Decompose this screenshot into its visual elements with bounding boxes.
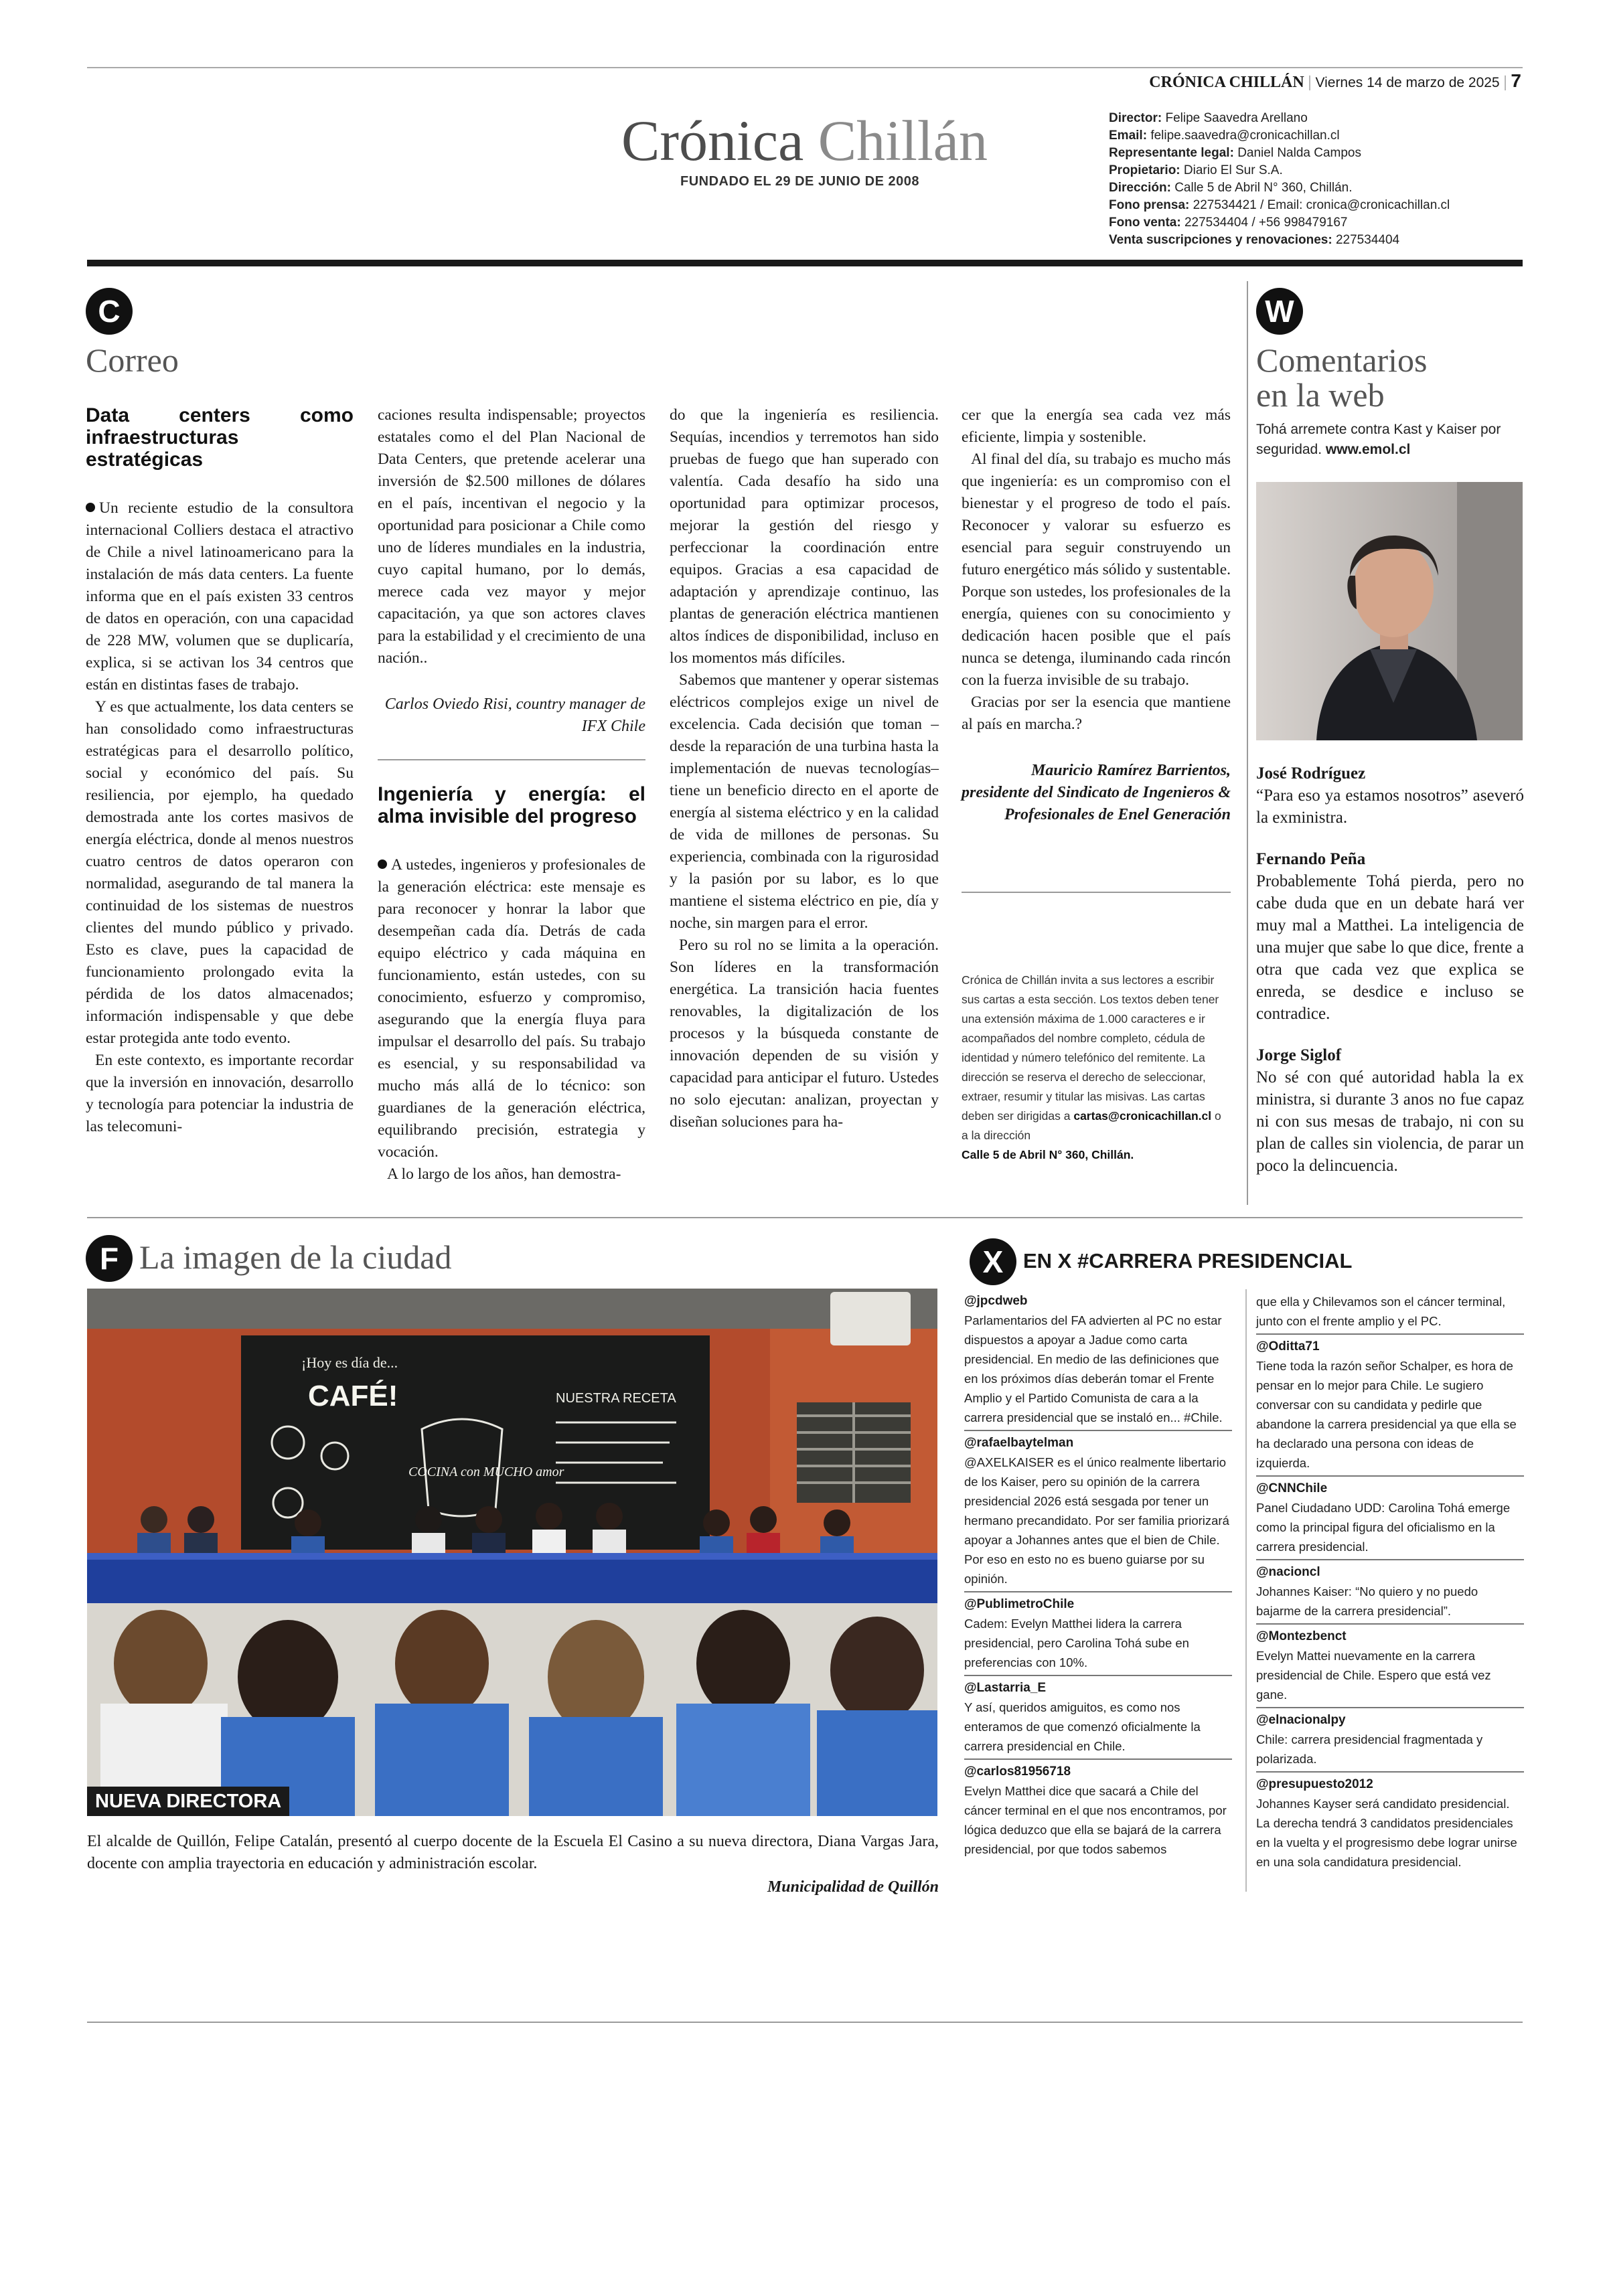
staff-line: Fono venta: 227534404 / +56 998479167 <box>1109 216 1348 230</box>
running-header: CRÓNICA CHILLÁN | Viernes 14 de marzo de 2025 | 7 <box>1149 70 1521 91</box>
letter2-para: Al final del día, su trabajo es mucho más que ingeniería: es un compromiso con el bienestar y el progreso de todo el país. Reconocer y valorar su esfuerzo es esencial para seguir construyendo un futuro energético más sólido y sustentable. Porque son ustedes, los profesionales de la energía, quienes con su conocimiento y dedicación hacen posible que el país nunca se detenga, iluminando cada rincón con la fuerza invisible de su trabajo. <box>962 450 1231 689</box>
letter1-para: En este contexto, es importante recordar que la inversión en innovación, desarrollo y tecnología para potenciar la industria de las telecomuni- <box>86 1052 354 1135</box>
letter2-signature: Mauricio Ramírez Barrientos, presidente del Sindicato de Ingenieros & Profesionales de Enel Generación <box>962 762 1231 823</box>
x-col2 <box>1256 1292 1524 1877</box>
x-badge: X <box>970 1238 1016 1285</box>
section-divider <box>87 1217 1523 1218</box>
correo-title: Correo <box>86 341 179 379</box>
notice-email[interactable]: cartas@cronicachillan.cl <box>1073 1109 1212 1123</box>
letter2-para: A ustedes, ingenieros y profesionales de la generación eléctrica: este mensaje es para reconocer y honrar la labor que desempeñan cada día. Detrás de cada equipo eléctrico y cada máquina en funcionamiento, están ustedes, con su conocimiento, esfuerzo y compromiso, asegurando que la energía fluya para impulsar el desarrollo del país. Su trabajo es esencial, y su responsabilidad va mucho más allá de lo técnico: son guardianes de la generación eléctrica, equilibrando precisión, estrategia y vocación. <box>378 856 645 1161</box>
chalk-text: NUESTRA RECETA <box>556 1391 676 1406</box>
letter2-para: do que la ingeniería es resiliencia. Sequías, incendios y terremotos han sido pruebas de fuego que han superado con valentía. Cada desafío ha sido una oportunidad para optimizar procesos, mejorar la gestión del riesgo y perfeccionar la coordinación entre equipos. Gracias a esa capacidad de adaptación y aprendizaje continuo, las plantas de generación eléctrica mantienen altos índices de disponibilidad, incluso en los momentos más difíciles. <box>670 406 939 667</box>
tweet-text: Evelyn Matthei dice que sacará a Chile del cáncer terminal en el que nos encontramos, por lógica deduzco que ella se bajará de la carrera presidencial, por que todos sabemos <box>964 1784 1227 1856</box>
web-source-link[interactable]: www.emol.cl <box>1325 442 1411 457</box>
tweet-text: @AXELKAISER es el único realmente libertario de los Kaiser, pero su opinión de la carrera presidencial 2026 está sesgada por tener un hermano precandidato. Por ser familia priorizará apoyar a Johannes antes que el bien de Chile. Por eso en esto no es bueno guiarse por su opinión. <box>964 1453 1232 1592</box>
comment-text: “Para eso ya estamos nosotros” aseveró la exministra. <box>1256 787 1524 827</box>
staff-line: Propietario: Diario El Sur S.A. <box>1109 163 1283 177</box>
tweet-handle[interactable]: @PublimetroChile <box>964 1597 1075 1611</box>
correo-badge: C <box>86 288 133 335</box>
tweet-text: Chile: carrera presidencial fragmentada y polarizada. <box>1256 1730 1524 1773</box>
tweet-text: Tiene toda la razón señor Schalper, es hora de pensar en lo mejor para Chile. Le sugiero conversar con su candidata y pedirle que abandone la carrera presidencial ya que ella se ha declarado una persona con ideas de izquierda. <box>1256 1356 1524 1477</box>
bottom-rule <box>87 2022 1523 2023</box>
tweet-handle[interactable]: @jpcdweb <box>964 1294 1028 1308</box>
letter2-col2 <box>378 783 645 1185</box>
letter1-signature: Carlos Oviedo Risi, country manager de IFX Chile <box>384 695 645 735</box>
founded-line: FUNDADO EL 29 DE JUNIO DE 2008 <box>680 174 919 189</box>
photo-credit: Municipalidad de Quillón <box>767 1878 939 1896</box>
comment <box>1256 763 1524 829</box>
staff-box <box>1109 110 1524 249</box>
tweet-handle[interactable]: @Lastarria_E <box>964 1681 1047 1695</box>
tweet-text: Johannes Kaiser: “No quiero y no puedo bajarme de la carrera presidencial”. <box>1256 1582 1524 1625</box>
tweet-text: Evelyn Mattei nuevamente en la carrera presidencial de Chile. Espero que está vez gane. <box>1256 1646 1524 1708</box>
web-title: Comentarios en la web <box>1256 341 1428 414</box>
running-header-paper: CRÓNICA CHILLÁN <box>1149 74 1304 91</box>
web-comments <box>1256 763 1524 1177</box>
comment-author: Jorge Siglof <box>1256 1046 1342 1064</box>
photo-caption: El alcalde de Quillón, Felipe Catalán, presentó al cuerpo docente de la Escuela El Casino a su nueva directora, Diana Vargas Jara, docente con amplia trayectoria en educación y administración escolar. <box>87 1833 939 1872</box>
ciudad-badge: F <box>86 1235 133 1282</box>
notice-address: Calle 5 de Abril N° 360, Chillán. <box>962 1148 1134 1161</box>
tweet-handle[interactable]: @CNNChile <box>1256 1481 1328 1495</box>
photo-label: NUEVA DIRECTORA <box>87 1787 289 1816</box>
masthead-logo <box>621 110 988 171</box>
letter2-col4 <box>962 404 1231 826</box>
staff-line: Venta suscripciones y renovaciones: 227534404 <box>1109 233 1400 247</box>
x-col1 <box>964 1292 1232 1864</box>
bullet-icon <box>378 859 387 869</box>
comment-text: Probablemente Tohá pierda, pero no cabe duda que en un debate hará ver muy mal a Matthei. La inteligencia de una mujer que sabe lo que dice, frente a otra que cada vez que explica se enreda, se desdice e incluso se contradice. <box>1256 872 1524 1023</box>
web-source: Tohá arremete contra Kast y Kaiser por seguridad. www.emol.cl <box>1256 422 1501 457</box>
staff-line: Email: felipe.saavedra@cronicachillan.cl <box>1109 129 1340 143</box>
col2-divider <box>378 759 645 760</box>
running-header-date: Viernes 14 de marzo de 2025 <box>1315 75 1500 90</box>
staff-line: Dirección: Calle 5 de Abril N° 360, Chillán. <box>1109 181 1353 195</box>
tweet-text: Parlamentarios del FA advierten al PC no estar dispuestos a apoyar a Jadue como carta presidencial. En medio de las definiciones que en los próximos días deberán tomar el Frente Amplio y el Partido Comunista de cara a la carrera presidencial que se instaló en... #Chile. <box>964 1311 1232 1431</box>
letter1-col1 <box>86 404 354 1138</box>
comment <box>1256 1045 1524 1177</box>
ciudad-title: La imagen de la ciudad <box>139 1238 452 1276</box>
city-photo <box>87 1289 937 1816</box>
page-number: 7 <box>1511 70 1521 91</box>
chalk-text: COCINA con MUCHO amor <box>408 1465 564 1479</box>
tweet-handle[interactable]: @elnacionalpy <box>1256 1713 1346 1727</box>
logo-part1: Crónica <box>621 108 804 173</box>
tweet-text: Johannes Kayser será candidato presidencial. La derecha tendrá 3 candidatos presidenciales en la vuelta y el progresismo debe lograr unirse en una sola candidatura presidencial. <box>1256 1797 1517 1869</box>
comment-author: Fernando Peña <box>1256 850 1366 868</box>
letter2-para: cer que la energía sea cada vez más eficiente, limpia y sostenible. <box>962 406 1231 446</box>
letter1-para: Y es que actualmente, los data centers se han consolidado como infraestructuras estratégicas para el desarrollo político, social y económico del país. Su resiliencia, por ejemplo, ha quedado demostrada ante los cortes masivos de energía eléctrica, donde al menos nuestros cuatro centros de datos operaron con normalidad, asegurando de tal manera la continuidad de los sistemas de nuestros clientes del mundo público y privado. Esto es clave, pues la capacidad de funcionamiento prolongado evita la pérdida de los datos almacenados; información indispensable y que debe estar protegida ante todo evento. <box>86 698 354 1047</box>
tweet-text: que ella y Chilevamos son el cáncer terminal, junto con el frente amplio y el PC. <box>1256 1292 1524 1335</box>
tweet-text: Cadem: Evelyn Matthei lidera la carrera presidencial, pero Carolina Tohá sube en preferencias con 10%. <box>964 1614 1232 1676</box>
chalk-text: CAFÉ! <box>308 1380 398 1412</box>
letter2-para: Gracias por ser la esencia que mantiene al país en marcha.? <box>962 693 1231 733</box>
tweet-text: Y así, queridos amiguitos, es como nos enteramos de que comenzó oficialmente la carrera presidencial en Chile. <box>964 1698 1232 1760</box>
tweet-handle[interactable]: @presupuesto2012 <box>1256 1777 1373 1791</box>
staff-line: Director: Felipe Saavedra Arellano <box>1109 111 1308 125</box>
letter1-para: Un reciente estudio de la consultora internacional Colliers destaca el atractivo de Chile a nivel latinoamericano para la instalación de más data centers. La fuente informa que en el país existen 33 centros de datos en operación, con una capacidad de 228 MW, volumen que se duplicaría, explica, si se activan los 34 centros que están en distintas fases de trabajo. <box>86 499 354 693</box>
tweet-handle[interactable]: @nacioncl <box>1256 1565 1320 1579</box>
comment-author: José Rodríguez <box>1256 764 1366 783</box>
web-badge: W <box>1256 288 1303 335</box>
letter2-para: A lo largo de los años, han demostra- <box>387 1165 621 1183</box>
masthead-rule <box>87 260 1523 266</box>
staff-line: Representante legal: Daniel Nalda Campos <box>1109 146 1362 160</box>
letter1-continuation: caciones resulta indispensable; proyectos estatales como el del Plan Nacional de Data Centers, que pretende acelerar una inversión de $2.500 millones de dólares en el país, incentivan el negocio y la oportunidad para posicionar a Chile como uno de líderes mundiales en la industria, cuyo capital humano, por lo demás, merece cada vez mayor y mejor capacitación, ya que son actores claves para la estabilidad y el crecimiento de una nación.. <box>378 406 645 667</box>
chalk-text: ¡Hoy es día de... <box>301 1354 398 1371</box>
logo-part2: Chillán <box>818 108 988 173</box>
tweet-handle[interactable]: @rafaelbaytelman <box>964 1436 1074 1450</box>
tweet-handle[interactable]: @Montezbenct <box>1256 1629 1347 1643</box>
staff-line: Fono prensa: 227534421 / Email: cronica@cronicachillan.cl <box>1109 198 1450 212</box>
x-title: EN X #CARRERA PRESIDENCIAL <box>1023 1249 1353 1273</box>
top-rule <box>87 67 1523 68</box>
bullet-icon <box>86 503 95 512</box>
letter2-para: Pero su rol no se limita a la operación. Son líderes en la transformación energética. La transición hacia fuentes renovables, la digitalización de los procesos y la búsqueda constante de innovación dependen de su visión y capacidad para anticipar el futuro. Ustedes no solo ejecutan: analizan, proyectan y diseñan soluciones para ha- <box>670 936 939 1131</box>
comment-text: No sé con qué autoridad habla la ex ministra, si durante 3 anos no fue capaz ni con sus mesas de trabajo, ni con su plan de calles sin violencia, de parar un poco la delincuencia. <box>1256 1068 1524 1175</box>
letters-notice: Crónica de Chillán invita a sus lectores a escribir sus cartas a esta sección. Los textos deben tener una extensión máxima de 1.000 caracteres e ir acompañados del nombre completo, cédula de identidad y número telefónico del remitente. La dirección se reserva el derecho de seleccionar, extraer, resumir y titular las misivas. Las cartas deben ser dirigidas a cartas@cronicachillan.cl o a la dirección Calle 5 de Abril N° 360, Chillán. <box>962 973 1221 1161</box>
letter1-headline: Data centers como infraestructuras estratégicas <box>86 404 354 471</box>
tweet-text: Panel Ciudadano UDD: Carolina Tohá emerge como la principal figura del oficialismo en la carrera presidencial. <box>1256 1498 1524 1560</box>
comment <box>1256 849 1524 1025</box>
portrait-photo <box>1256 482 1523 740</box>
letter2-para: Sabemos que mantener y operar sistemas eléctricos complejos exige un nivel de excelencia. Cada decisión que toman –desde la reparación de una turbina hasta la implementación de nuevas tecnologías– tiene un beneficio directo en el aporte de energía al sistema eléctrico y en la calidad de vida de millones de personas. Su experiencia, combinada con la rigurosidad y la pasión por su labor, es lo que mantiene el sistema eléctrico en pie, día y noche, sin margen para el error. <box>670 671 939 932</box>
web-vertical-divider <box>1247 281 1248 1205</box>
col4-divider <box>962 892 1231 893</box>
letter2-col3 <box>670 404 939 1133</box>
letter2-headline: Ingeniería y energía: el alma invisible del progreso <box>378 783 645 827</box>
letter1-col2 <box>378 404 645 738</box>
tweet-handle[interactable]: @Oditta71 <box>1256 1339 1320 1354</box>
tweet-handle[interactable]: @carlos81956718 <box>964 1765 1071 1779</box>
x-vertical-divider <box>1245 1289 1247 1892</box>
